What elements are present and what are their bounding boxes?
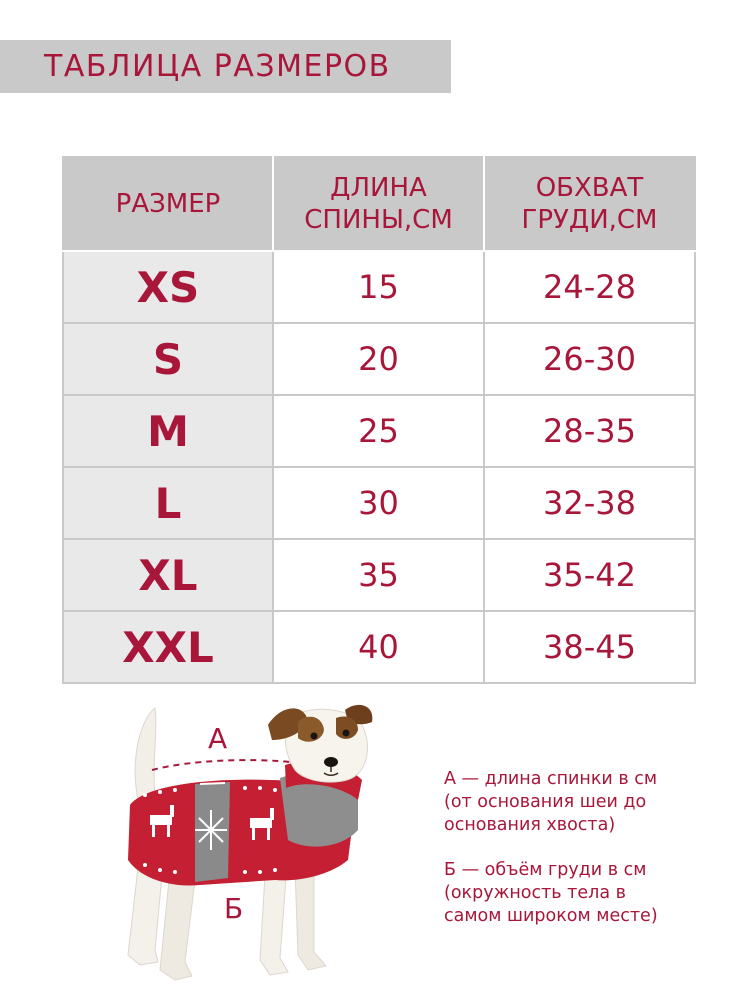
legend-a-line1: А — длина спинки в см [444,769,658,789]
table-row [63,395,695,467]
back-length-cell: 40 [273,611,484,683]
header-size [63,157,273,251]
chest-cell: 35-42 [484,539,695,611]
back-length-cell: 25 [273,395,484,467]
dog-eye [311,733,318,740]
dog-front-leg [295,868,326,970]
back-length-cell: 15 [273,251,484,323]
measure-line-a [152,760,290,770]
table-row [63,323,695,395]
size-table [62,156,696,684]
legend-a-line2: (от основания шеи до [444,792,647,812]
table-header-row [63,157,695,251]
dog-illustration [100,700,400,1000]
back-length-cell: 30 [273,467,484,539]
table-row [63,539,695,611]
table-row [63,251,695,323]
size-cell: XL [63,539,273,611]
legend-b-line1: Б — объём груди в см [444,860,647,880]
legend [444,768,658,928]
table-row [63,467,695,539]
header-chest [484,157,695,251]
legend-b-line3: самом широком месте) [444,906,658,926]
dog-front-leg [260,875,288,975]
chest-cell: 24-28 [484,251,695,323]
header-back-line2: СПИНЫ,СМ [304,205,453,235]
size-cell: XXL [63,611,273,683]
header-back-line1: ДЛИНА [330,173,427,203]
dog-eye [343,730,350,737]
legend-b-line2: (окружность тела в [444,883,626,903]
chest-cell: 26-30 [484,323,695,395]
size-cell: L [63,467,273,539]
size-cell: XS [63,251,273,323]
page-title: ТАБЛИЦА РАЗМЕРОВ [44,49,391,84]
measure-label-b: Б [224,892,244,925]
header-chest-line2: ГРУДИ,СМ [521,205,658,235]
chest-cell: 38-45 [484,611,695,683]
size-cell: S [63,323,273,395]
header-size-label: РАЗМЕР [115,189,221,219]
dog-nose [324,757,338,767]
header-chest-line1: ОБХВАТ [535,173,644,203]
title-bar [0,40,451,93]
legend-a-line3: основания хвоста) [444,815,616,835]
chest-cell: 28-35 [484,395,695,467]
header-back-length [273,157,484,251]
back-length-cell: 35 [273,539,484,611]
sweater-band [200,783,225,784]
measure-label-a: А [208,722,228,755]
back-length-cell: 20 [273,323,484,395]
table-row [63,611,695,683]
dog-back-leg [160,870,195,980]
chest-cell: 32-38 [484,467,695,539]
size-cell: M [63,395,273,467]
dog-tail [135,708,156,800]
